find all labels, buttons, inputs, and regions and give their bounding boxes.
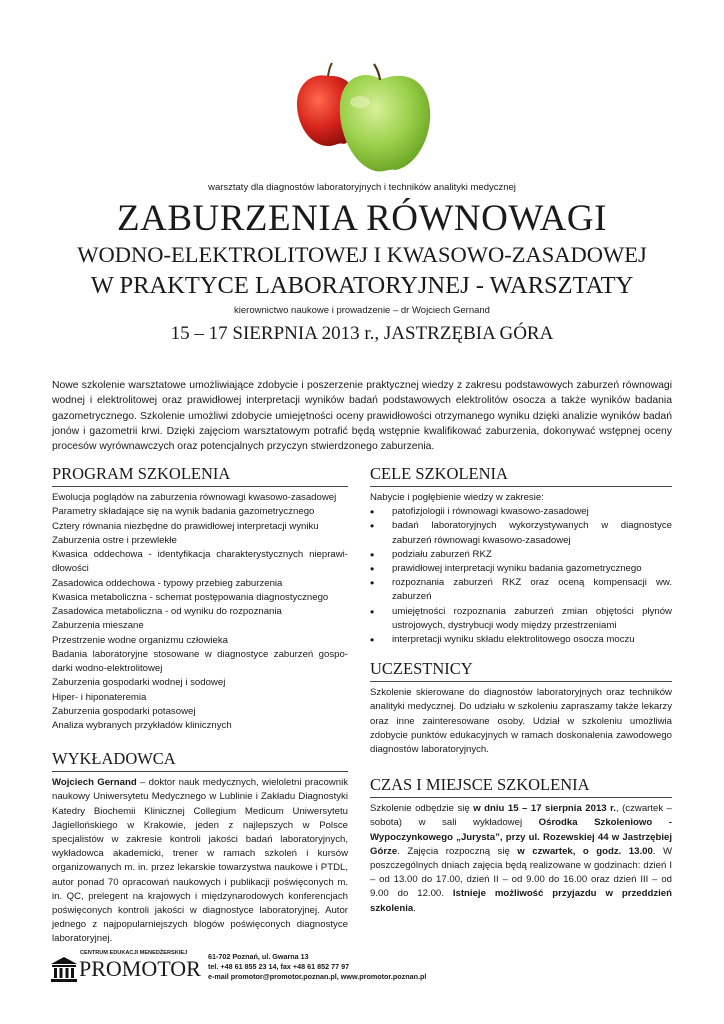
list-item: Hiper- i hiponateremia bbox=[52, 691, 147, 703]
page-title: ZABURZENIA RÓWNOWAGI bbox=[117, 198, 607, 239]
date-place: 15 – 17 SIERPNIA 2013 r., JASTRZĘBIA GÓRA bbox=[170, 323, 554, 344]
logo-main-text: PROMOTOR bbox=[79, 956, 201, 981]
intro-paragraph: Nowe szkolenie warsztatowe umożliwiające zdobycie i poszerzenie praktycznej wiedzy z zakresu podstawowych zaburzeń równowagi wodnej i elektrolitowej oraz prawidłowej interpretacji wyników badań podstawowych elektrolitów osocza a także wyników badania gazometrycznego. Szkolenie umożliwi zdobycie umiejętności oceny prawidłowości otrzymanego wyniku dzięki analizie wyników badań jonów i gazometrii krwi. Dzięki zajęciom warsztatowym potrafić będą wstępnie kwalifikować zaburzenia, dokonywać wstępnej oceny procesów wyrównawczych oraz potencjalnych przyczyn stwierdzonego zaburzenia. bbox=[52, 380, 672, 453]
right-column bbox=[370, 464, 672, 916]
program-heading: PROGRAM SZKOLENIA bbox=[52, 464, 348, 487]
list-item: • prawidłowej interpretacji wyniku badania gazometrycznego bbox=[392, 562, 672, 576]
time-place-heading: CZAS I MIEJSCE SZKOLENIA bbox=[370, 775, 672, 798]
participants-heading: UCZESTNICY bbox=[370, 659, 672, 682]
list-item: Zaburzenia mieszane bbox=[52, 620, 144, 632]
list-item: Przestrzenie wodne organizmu człowieka bbox=[52, 634, 228, 646]
list-item: • badań laboratoryjnych wykorzystywanych w diagnostyce zaburzeń równowagi kwasowo-zasadowej bbox=[392, 519, 672, 547]
goals-heading: CELE SZKOLENIA bbox=[370, 464, 672, 487]
goals-list bbox=[370, 505, 672, 647]
list-item: • patofizjologii i równowagi kwasowo-zasadowej bbox=[392, 505, 672, 519]
building-icon bbox=[50, 956, 78, 982]
list-item: Parametry składające się na wynik badania gazometrycznego bbox=[52, 506, 315, 518]
time-place-text bbox=[370, 802, 672, 916]
tp-text-1: Szkolenie odbędzie się bbox=[370, 803, 474, 815]
leadership-note: kierownictwo naukowe i prowadzenie – dr Wojciech Gernand bbox=[234, 305, 490, 316]
lecturer-name: Wojciech Gernand bbox=[52, 777, 137, 789]
tp-bold-1: w dniu 15 – 17 sierpnia 2013 r. bbox=[473, 803, 616, 815]
green-apple bbox=[340, 64, 430, 171]
list-item: • podziału zaburzeń RKZ bbox=[392, 548, 672, 562]
goals-intro: Nabycie i pogłębienie wiedzy w zakresie: bbox=[370, 492, 544, 503]
list-item: Cztery równania niezbędne do prawidłowej interpretacji wyniku bbox=[52, 520, 319, 532]
list-item: Zaburzenia gospodarki wodnej i sodowej bbox=[52, 677, 226, 689]
list-item: Kwasica metaboliczna - schemat postępowania diagnostycznego bbox=[52, 591, 329, 603]
list-item: • umiejętności rozpoznania zaburzeń zmian objętości płynów ustrojowych, dystrybucji wody między przestrzeniami bbox=[392, 605, 672, 633]
phone-line: tel. +48 61 855 23 14, fax +48 61 852 77 97 bbox=[208, 962, 350, 971]
list-item: Zasadowica metaboliczna - od wyniku do rozpoznania bbox=[52, 606, 282, 617]
title-line-3: W PRAKTYCE LABORATORYJNEJ - WARSZTATY bbox=[90, 272, 634, 299]
lecturer-bio-text: – doktor nauk medycznych, wieloletni pracownik naukowy Uniwersytetu Medycznego w Lublinie i Zakładu Diagnostyki Katedry Biochemii Klinicznej Collegium Medicum Uniwersytetu Jagiellońskiego w Krakowie, jeden z najlepszych w Polsce specjalistów w zakresie kontroli jakości badań laboratoryjnych, wykładowca akademicki, trener w ramach szkoleń i kursów organizowanych m. in. przez lekarskie towarzystwa naukowe i PTDL, autor ponad 70 opracowań naukowych i publikacji poświęconych m. in. QC, prelegent na krajowych i międzynarodowych konferencjach poświęconych kontroli jakości w diagnostyce laboratoryjnej. Autor jednego z najpopularniejszych blogów poświęconych diagnostyce laboratoryjnej. bbox=[52, 777, 348, 945]
participants-text: Szkolenie skierowane do diagnostów laboratoryjnych oraz techników analityki medycznej. Do udziału w szkoleniu zapraszamy także lekarzy oraz inne zainteresowane osoby. Udział w szkoleniu umożliwia zdobycie punktów edukacyjnych w ramach doskonalenia zawodowego diagnostów laboratoryjnych. bbox=[370, 687, 672, 756]
list-item: • rozpoznania zaburzeń RKZ oraz oceną kompensacji ww. zaburzeń bbox=[392, 576, 672, 604]
lecturer-heading: WYKŁADOWCA bbox=[52, 749, 348, 772]
list-item: Kwasica oddechowa - identyfikacja charakterystycznych nieprawi-dłowości bbox=[52, 549, 348, 575]
promotor-logo bbox=[50, 948, 200, 986]
left-column bbox=[52, 464, 348, 947]
tp-text-3: . Zajęcia rozpoczną się bbox=[397, 845, 518, 857]
tp-bold-4: Istnieje możliwość przyjazdu w przeddzień szkolenia bbox=[370, 888, 672, 914]
tp-bold-2: Ośrodka Szkoleniowo - Wypoczynkowego „Jurysta”, przy ul. Rozewskiej 44 w Jastrzębiej Górze bbox=[370, 817, 672, 857]
footer-address bbox=[208, 952, 426, 982]
tp-text-2: , (czwartek – sobota) w sali wykładowej bbox=[370, 803, 672, 829]
list-item: Badania laboratoryjne stosowane w diagnostyce zaburzeń gospo-darki wodno-elektrolitowej bbox=[52, 648, 348, 674]
list-item: Ewolucja poglądów na zaburzenia równowagi kwasowo-zasadowej bbox=[52, 492, 337, 503]
lecturer-bio bbox=[52, 776, 348, 946]
list-item: Analiza wybranych przykładów klinicznych bbox=[52, 720, 232, 731]
logo-top-text: CENTRUM EDUKACJI MENEDŻERSKIEJ bbox=[80, 950, 188, 956]
tp-text-5: . bbox=[413, 902, 416, 914]
title-line-2: WODNO-ELEKTROLITOWEJ I KWASOWO-ZASADOWEJ bbox=[77, 242, 647, 267]
list-item: Zaburzenia ostre i przewlekłe bbox=[52, 534, 177, 546]
address-line: 61-702 Poznań, ul. Gwarna 13 bbox=[208, 952, 309, 961]
program-list bbox=[52, 491, 348, 733]
apples-illustration bbox=[292, 62, 436, 174]
tp-text-4: . W poszczególnych dniach zajęcia będą realizowane w godzinach: dzień I – od 13.00 do 17.00, dzień II – od 9.00 do 16.00 oraz dzień III – od 9.00 do 12.00. bbox=[370, 845, 673, 900]
list-item: • interpretacji wyniku składu elektrolitowego osocza moczu bbox=[392, 633, 672, 647]
email-line: e-mail promotor@promotor.poznan.pl, www.promotor.poznan.pl bbox=[208, 972, 427, 981]
tp-bold-3: w czwartek, o godz. 13.00 bbox=[517, 845, 653, 857]
subtitle-top: warsztaty dla diagnostów laboratoryjnych i techników analityki medycznej bbox=[208, 182, 516, 193]
list-item: Zasadowica oddechowa - typowy przebieg zaburzenia bbox=[52, 577, 283, 589]
list-item: Zaburzenia gospodarki potasowej bbox=[52, 705, 196, 717]
